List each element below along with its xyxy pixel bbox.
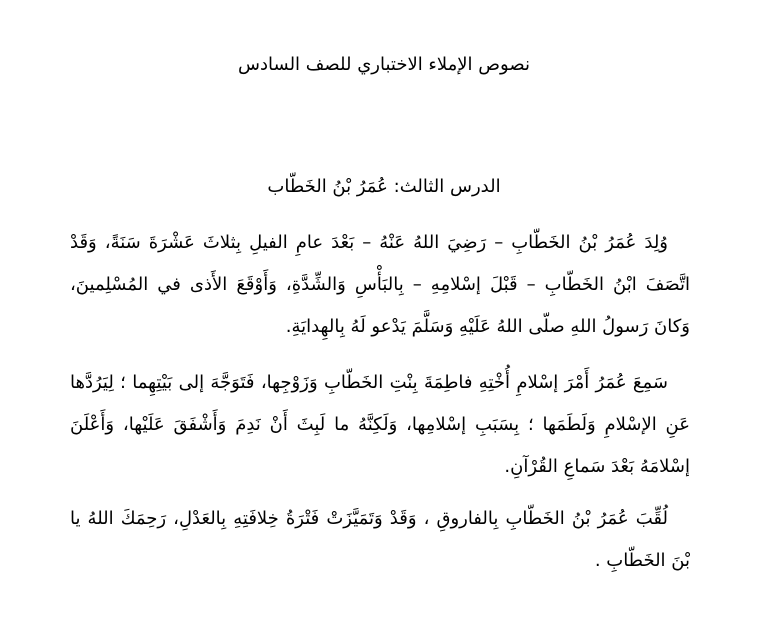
paragraph-farooq xyxy=(70,498,690,582)
paragraph-birth xyxy=(70,222,690,348)
paragraph-text: لُقِّبَ عُمَرُ بْنُ الخَطّابِ بِالفاروقِ ، وَقَدْ وَتَمَيَّزَتْ فَتْرَةُ خِلافَتِهِ بِالعَدْلِ، رَحِمَكَ اللهُ يا بْنَ الخَطّابِ . xyxy=(70,508,690,571)
paragraph-text: وُلِدَ عُمَرُ بْنُ الخَطّابِ – رَضِيَ اللهُ عَنْهُ – بَعْدَ عامِ الفيلِ بِثلاثَ عَشْرَةَ سَنَةً، وَقَدْ اتَّصَفَ ابْنُ الخَطّابِ – قَبْلَ إسْلامِهِ – بِالبَأْسِ وَالشِّدَّةِ، وَأَوْقَعَ الأَذى في المُسْلِمينَ، وَكانَ رَسولُ اللهِ صلّى اللهُ عَلَيْهِ وَسَلَّمَ يَدْعو لَهُ بِالهِدايَةِ. xyxy=(70,232,690,337)
document-title: نصوص الإملاء الاختباري للصف السادس xyxy=(238,54,530,75)
paragraph-conversion xyxy=(70,362,690,488)
lesson-title: الدرس الثالث: عُمَرُ بْنُ الخَطّاب xyxy=(267,176,501,197)
paragraph-text: سَمِعَ عُمَرُ أَمْرَ إسْلامِ أُخْتِهِ فاطِمَةَ بِنْتِ الخَطّابِ وَزَوْجِها، فَتَوَجَّهَ إلى بَيْتِهِما ؛ لِيَرُدَّها عَنِ الإسْلامِ وَلَطَمَها ؛ بِسَبَبِ إسْلامِها، وَلَكِنَّهُ ما لَبِثَ أَنْ نَدِمَ وَأَشْفَقَ عَلَيْها، وَأَعْلَنَ إسْلامَهُ بَعْدَ سَماعِ القُرْآنِ. xyxy=(70,372,690,477)
